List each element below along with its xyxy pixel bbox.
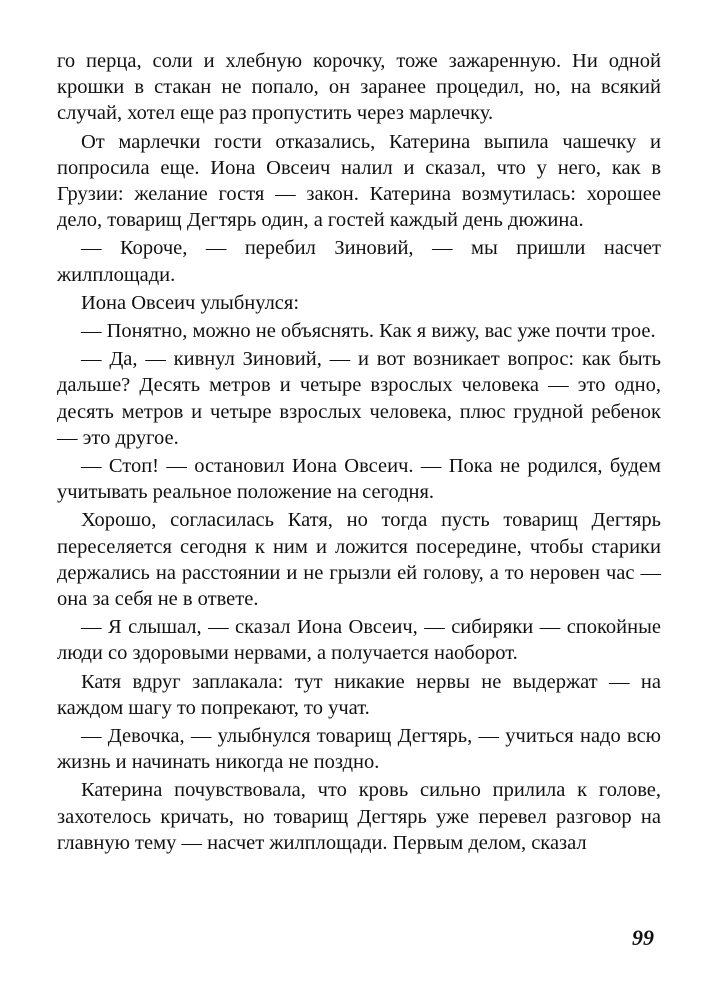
dialogue-line: — Я слышал, — сказал Иона Овсеич, — сибиряки — спокойные люди со здоровыми нервами, а получается наоборот. — [57, 616, 661, 665]
paragraph: Иона Овсеич улыбнулся: — [81, 291, 300, 314]
paragraph: Катя вдруг заплакала: тут никакие нервы не выдержат — на каждом шагу то попрекают, то учат. — [57, 670, 661, 719]
book-page — [57, 48, 661, 856]
page-number: 99 — [632, 925, 654, 950]
paragraph-continued: го перца, соли и хлебную корочку, тоже зажаренную. Ни одной крошки в стакан не попало, он заранее процедил, но, на всякий случай, хотел еще раз пропустить через марлечку. — [57, 50, 661, 125]
paragraph: От марлечки гости отказались, Катерина выпила чашечку и попросила еще. Иона Овсеич налил и сказал, что у него, как в Грузии: желание гостя — закон. Катерина возмутилась: хорошее дело, товарищ Дегтярь один, а гостей каждый день дюжина. — [57, 130, 661, 232]
paragraph: Катерина почувствовала, что кровь сильно прилила к голове, захотелось кричать, но товарищ Дегтярь уже перевел разговор на главную тему — насчет жилплощади. Первым делом, сказал — [57, 779, 661, 854]
paragraph: Хорошо, согласилась Катя, но тогда пусть товарищ Дегтярь переселяется сегодня к ним и ложится посередине, чтобы старики держались на расстоянии и не грызли ей голову, а то неровен час — она за себя не в ответе. — [57, 509, 661, 611]
dialogue-line: — Короче, — перебил Зиновий, — мы пришли насчет жилплощади. — [57, 237, 661, 286]
dialogue-line: — Девочка, — улыбнулся товарищ Дегтярь, — учиться надо всю жизнь и начинать никогда не поздно. — [57, 725, 661, 774]
dialogue-line: — Да, — кивнул Зиновий, — и вот возникает вопрос: как быть дальше? Десять метров и четыре взрослых человека — это одно, десять метров и четыре взрослых человека, плюс грудной ребенок — это другое. — [57, 348, 661, 449]
dialogue-line: — Стоп! — остановил Иона Овсеич. — Пока не родился, будем учитывать реальное положение на сегодня. — [57, 455, 661, 504]
dialogue-line: — Понятно, можно не объяснять. Как я вижу, вас уже почти трое. — [81, 320, 656, 343]
